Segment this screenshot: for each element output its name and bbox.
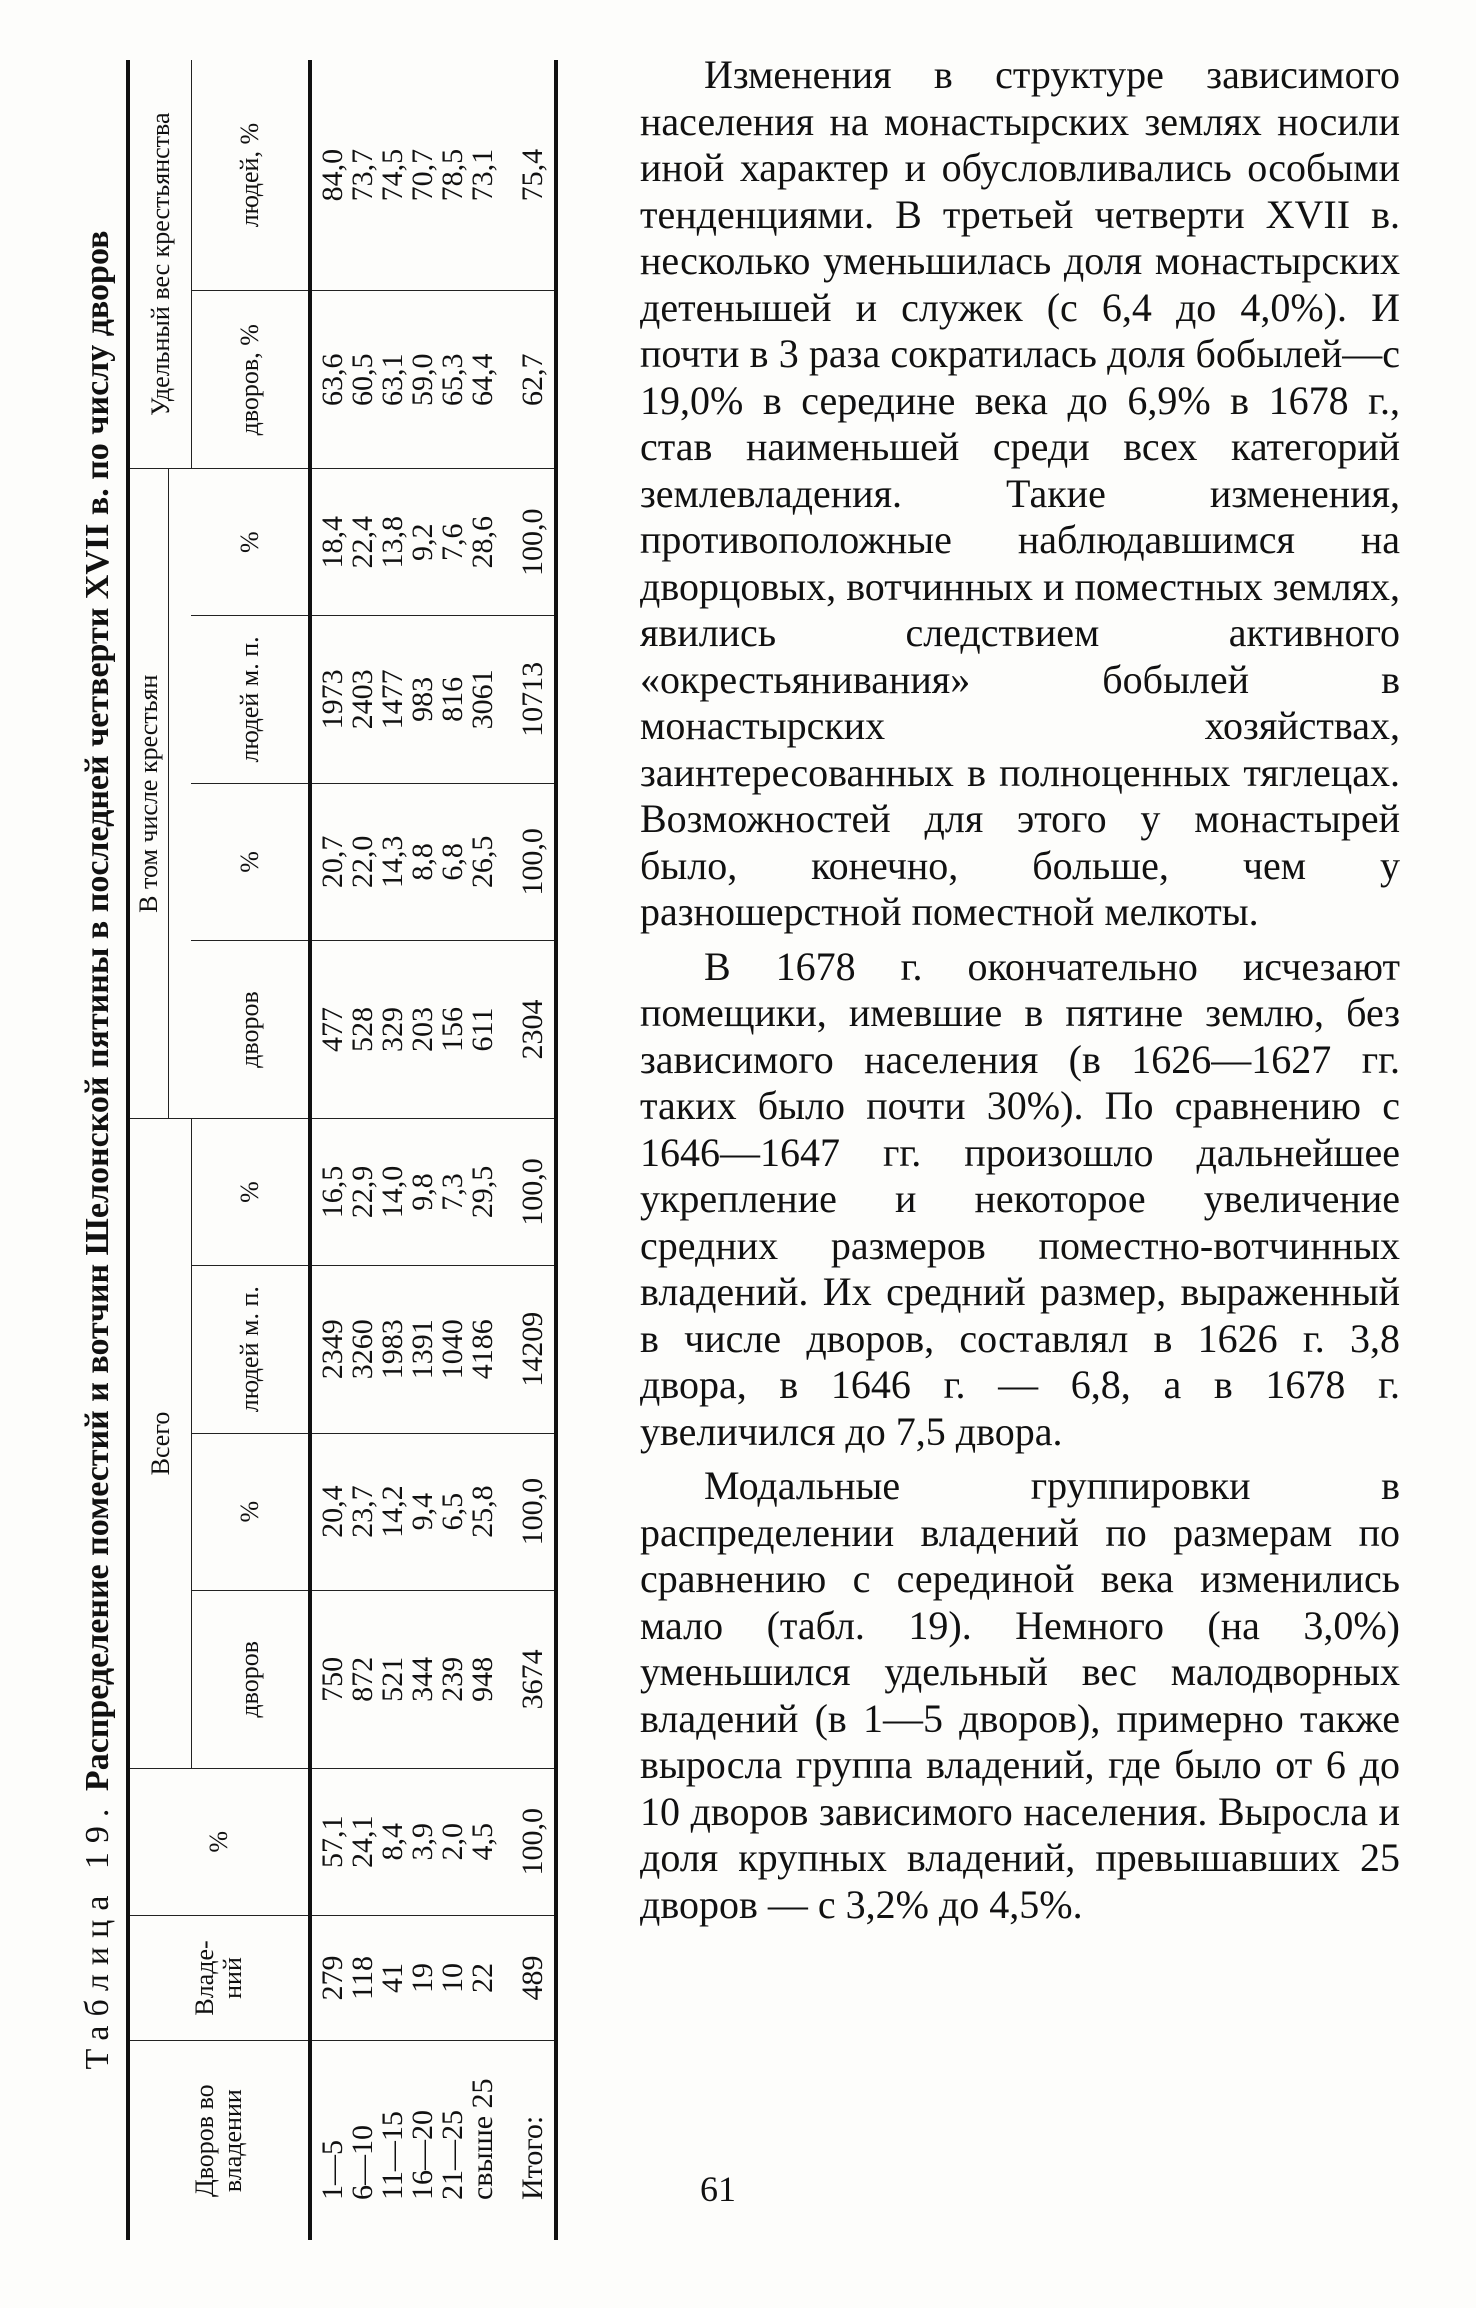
- table-cell: 11—15: [375, 2111, 409, 2200]
- col-vsego-dvorov-pct: [310, 1433, 498, 1590]
- table-cell: 750: [315, 1656, 349, 1702]
- table-cell: 344: [405, 1656, 439, 1702]
- table-cell: 8,4: [375, 1823, 409, 1861]
- total-vladeniy: 489: [498, 1915, 556, 2041]
- col-vsego-lyudey: [310, 1265, 498, 1433]
- table-cell: 57,1: [315, 1815, 349, 1868]
- table-cell: 7,3: [435, 1173, 469, 1211]
- table-cell: 20,4: [315, 1485, 349, 1538]
- table-cell: 78,5: [435, 148, 469, 202]
- table-cell: 63,1: [375, 353, 409, 406]
- table-cell: 2349: [315, 1319, 349, 1380]
- table-cell: 9,8: [405, 1173, 439, 1211]
- table-cell: 6,8: [435, 843, 469, 881]
- paragraph: В 1678 г. окончательно исчезают помещики, имевшие в пятине землю, без зависимого населения (в 1626—1627 гг. таких было почти 30%). По сравнению с 1646—1647 гг. произошло дальнейшее укрепление и некоторое увеличение средних размеров поместно-вотчинных владений. Их средний размер, выраженный в числе дворов, составлял в 1626 г. 3,8 двора, в 1646 г. — 6,8, а в 1678 г. увеличился до 7,5 двора.: [640, 943, 1400, 1454]
- table-cell: 239: [435, 1656, 469, 1702]
- table-cell: 65,3: [435, 353, 469, 406]
- header-vsego: Всего: [128, 1119, 191, 1769]
- table-cell: 26,5: [465, 835, 499, 889]
- table-caption-title: Распределение поместий и вотчин Шелонской пятины в последней четверти XVII в. по числу дворов: [79, 230, 116, 1792]
- table-cell: 948: [465, 1656, 499, 1702]
- table-cell: 1973: [315, 669, 349, 730]
- table-cell: 22,4: [345, 515, 379, 569]
- col-vsego-lyudey-pct: [310, 1119, 498, 1266]
- table-cell: свыше 25: [465, 2078, 499, 2200]
- paragraph: Модальные группировки в распределении владений по размерам по сравнению с серединой века изменились мало (табл. 19). Немного (на 3,0%) уменьшился удельный вес малодворных владений (в 1—5 дворов), примерно также выросла группа владений, где было от 6 до 10 дворов зависимого населения. Выросла и доля крупных владений, превышавших 25 дворов — с 3,2% до 4,5%.: [640, 1463, 1400, 1927]
- table-cell: 4,5: [465, 1823, 499, 1861]
- table-cell: 6,5: [435, 1492, 469, 1531]
- table-cell: 4186: [465, 1319, 499, 1380]
- table-cell: 20,7: [315, 835, 349, 889]
- table-cell: 521: [375, 1656, 409, 1702]
- table-cell: 816: [435, 676, 469, 722]
- header-kr-lyudey-pct: %: [191, 469, 310, 616]
- table-cell: 21—25: [435, 2110, 469, 2200]
- table-cell: 63,6: [315, 353, 349, 406]
- table-cell: 64,4: [465, 353, 499, 406]
- table-cell: 19: [405, 1963, 439, 1993]
- table-cell: 70,7: [405, 148, 439, 202]
- header-kr-lyudey: людей м. п.: [191, 616, 310, 784]
- table-cell: 983: [405, 676, 439, 722]
- table-cell: 29,5: [465, 1165, 499, 1219]
- table-cell: 477: [315, 1007, 349, 1053]
- total-kr-dvorov: 2304: [498, 940, 556, 1118]
- table-cell: 41: [375, 1963, 409, 1993]
- table-cell: 203: [405, 1007, 439, 1053]
- header-kr-dvorov: дворов: [191, 940, 310, 1118]
- table-cell: 73,7: [345, 148, 379, 202]
- col-kr-lyudey: [310, 616, 498, 784]
- table-cell: 528: [345, 1007, 379, 1053]
- table-cell: 18,4: [315, 515, 349, 569]
- total-vsego-lyudey: 14209: [498, 1265, 556, 1433]
- table-total-row: [498, 60, 556, 2240]
- paragraph: Изменения в структуре зависимого населения на монастырских землях носили иной характер и обусловливались особыми тенденциями. В третьей четверти XVII в. несколько уменьшилась доля монастырских детенышей и служек (с 6,4 до 4,0%). И почти в 3 раза сократилась доля бобылей—с 19,0% в середине века до 6,9% в 1678 г., став наименьшей среди всех категорий землевладения. Такие изменения, противоположные наблюдавшимся на дворцовых, вотчинных и поместных землях, явились следствием активного «окрестьянивания» бобылей в монастырских хозяйствах, заинтересованных в полноценных тяглецах. Возможностей для этого у монастырей было, конечно, больше, чем у разношерстной поместной мелкоты.: [640, 52, 1400, 934]
- total-kr-lyudey-pct: 100,0: [498, 469, 556, 616]
- table-cell: 14,0: [375, 1165, 409, 1219]
- table-cell: 2403: [345, 669, 379, 730]
- table-cell: 7,6: [435, 523, 469, 561]
- table-cell: 9,2: [405, 523, 439, 561]
- table-cell: 329: [375, 1007, 409, 1053]
- rotated-table: [70, 60, 590, 2240]
- total-kr-dvorov-pct: 100,0: [498, 783, 556, 940]
- table-cell: 8,8: [405, 843, 439, 881]
- header-vsego-lyudey: людей м. п.: [191, 1265, 310, 1433]
- total-kr-lyudey: 10713: [498, 616, 556, 784]
- table-cell: 60,5: [345, 353, 379, 406]
- table-cell: 16,5: [315, 1165, 349, 1219]
- col-vladeniy-pct: [310, 1768, 498, 1915]
- header-dvorov-vo-vladenii: Дворов во владении: [128, 2041, 310, 2240]
- body-text: [640, 52, 1400, 1928]
- col-kr-lyudey-pct: [310, 469, 498, 616]
- header-vladeniy: Владе-ний: [128, 1915, 310, 2041]
- header-vsego-lyudey-pct: %: [191, 1119, 310, 1266]
- table-cell: 611: [465, 1007, 499, 1052]
- total-vsego-dvorov-pct: 100,0: [498, 1433, 556, 1590]
- table-cell: 28,6: [465, 515, 499, 569]
- header-ud-dvorov: дворов, %: [191, 291, 310, 469]
- table-cell: 73,1: [465, 148, 499, 202]
- table-cell: 22: [465, 1963, 499, 1993]
- table-cell: 74,5: [375, 148, 409, 202]
- table-cell: 84,0: [315, 148, 349, 202]
- table-cell: 22,0: [345, 835, 379, 889]
- table-cell: 3061: [465, 669, 499, 730]
- table-cell: 118: [345, 1956, 379, 2000]
- col-kr-dvorov-pct: [310, 783, 498, 940]
- header-kr-dvorov-pct: %: [191, 783, 310, 940]
- table-cell: 14,3: [375, 835, 409, 889]
- table-cell: 10: [435, 1963, 469, 1993]
- table-caption-label: Таблица 19.: [79, 1799, 116, 2070]
- table-cell: 3,9: [405, 1823, 439, 1861]
- table-cell: 1—5: [315, 2140, 349, 2200]
- table-cell: 24,1: [345, 1815, 379, 1868]
- table-cell: 1983: [375, 1319, 409, 1380]
- table-cell: 16—20: [405, 2110, 439, 2200]
- table-cell: 2,0: [435, 1823, 469, 1861]
- header-vsego-dvorov: дворов: [191, 1590, 310, 1768]
- table-cell: 156: [435, 1007, 469, 1053]
- table-cell: 1477: [375, 669, 409, 730]
- col-vladeniy: [310, 1915, 498, 2041]
- table-cell: 9,4: [405, 1492, 439, 1531]
- header-udelny-ves: Удельный вес крестьянства: [128, 60, 191, 469]
- table-cell: 14,2: [375, 1485, 409, 1538]
- table-data-row: [310, 60, 498, 2240]
- table-cell: 279: [315, 1955, 349, 2001]
- col-ud-lyudey: [310, 60, 498, 291]
- header-vladeniy-pct: %: [128, 1768, 310, 1915]
- table-cell: 23,7: [345, 1485, 379, 1538]
- table-cell: 1391: [405, 1319, 439, 1380]
- header-v-tom-chisle: В том числе крестьян: [128, 469, 169, 1119]
- table-cell: 872: [345, 1656, 379, 1702]
- table-cell: 13,8: [375, 515, 409, 569]
- table-cell: 22,9: [345, 1165, 379, 1219]
- col-ud-dvorov: [310, 291, 498, 469]
- total-vsego-dvorov: 3674: [498, 1590, 556, 1768]
- header-vsego-dvorov-pct: %: [191, 1433, 310, 1590]
- header-ud-lyudey: людей, %: [191, 60, 310, 291]
- total-vsego-lyudey-pct: 100,0: [498, 1119, 556, 1266]
- header-spacer: [169, 469, 192, 1119]
- total-ud-lyudey: 75,4: [498, 60, 556, 291]
- table-caption: [70, 60, 126, 2240]
- table-cell: 6—10: [345, 2125, 379, 2200]
- col-kr-dvorov: [310, 940, 498, 1118]
- table-cell: 59,0: [405, 353, 439, 406]
- total-vladeniy-pct: 100,0: [498, 1768, 556, 1915]
- total-label: Итого:: [498, 2041, 556, 2240]
- distribution-table: [126, 60, 558, 2240]
- table-cell: 3260: [345, 1319, 379, 1380]
- col-range: [310, 2041, 498, 2240]
- table-cell: 1040: [435, 1319, 469, 1380]
- total-ud-dvorov: 62,7: [498, 291, 556, 469]
- page-number: 61: [700, 2169, 736, 2209]
- table-cell: 25,8: [465, 1485, 499, 1538]
- col-vsego-dvorov: [310, 1590, 498, 1768]
